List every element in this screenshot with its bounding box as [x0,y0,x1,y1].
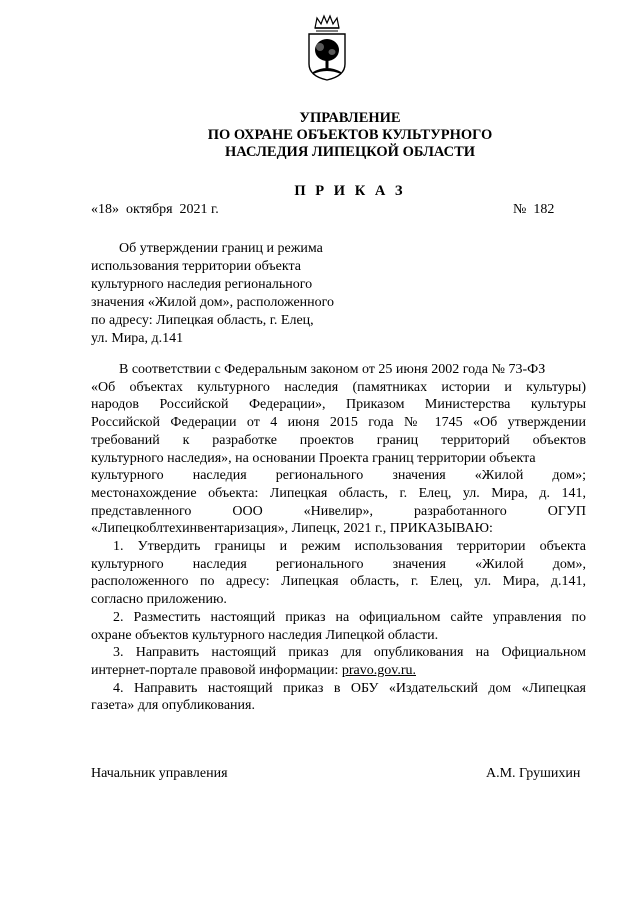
item-2-line: охране объектов культурного наследия Липецкой области. [91,627,439,643]
order-date: «18» октября 2021 г. [91,202,219,217]
preamble-line: требований к разработке проектов границ территорий объектов [91,432,586,448]
subject-line: использования территории объекта [91,259,301,274]
item-3-line: 3. Направить настоящий приказ для опубликования на Официальном [113,645,586,661]
preamble-line: «Об объектах культурного наследия (памятниках истории и культуры) [91,379,586,395]
item-1-line: согласно приложению. [91,592,227,608]
subject-line: значения «Жилой дом», расположенного [91,295,335,310]
preamble-line: В соответствии с Федеральным законом от 25 июня 2002 года № 73-ФЗ [119,362,546,377]
subject-line: культурного наследия регионального [91,277,313,292]
item-1-line: 1. Утвердить границы и режим использования территории объекта [113,539,586,555]
preamble-line: Российской Федерации от 4 июня 2015 года № 1745 «Об утверждении [91,415,586,431]
item-1-line: культурного наследия регионального значения «Жилой дом», [91,556,586,572]
order-number: № 182 [513,202,555,217]
item-2-line: 2. Разместить настоящий приказ на официальном сайте управления по [113,609,586,625]
item-3-line [91,662,586,680]
subject-line: по адресу: Липецкая область, г. Елец, [91,313,314,328]
preamble-line: народов Российской Федерации», Приказом Министерства культуры [91,397,586,413]
order-title: П Р И К А З [294,183,406,199]
preamble-line: культурного наследия регионального значения «Жилой дом»; [91,468,586,484]
item-4-line: газета» для опубликования. [91,698,255,714]
preamble-line: «Липецкоблтехинвентаризация», Липецк, 2021 г., ПРИКАЗЫВАЮ: [91,521,493,537]
item-3-prefix: интернет-портале правовой информации: [91,662,342,678]
preamble-line: культурного наследия», на основании Проекта границ территории объекта [91,450,536,466]
org-name-line-1: УПРАВЛЕНИЕ [299,110,401,126]
signatory-name: А.М. Грушихин [486,766,581,781]
signatory-position: Начальник управления [91,766,228,781]
pravo-gov-link[interactable]: pravo.gov.ru. [341,662,416,678]
org-name-line-2: ПО ОХРАНЕ ОБЪЕКТОВ КУЛЬТУРНОГО [207,127,493,143]
order-subject [91,240,371,348]
order-body [91,361,586,715]
item-1-line: расположенного по адресу: Липецкая область, г. Елец, ул. Мира, д.141, [91,574,586,590]
org-name-line-3: НАСЛЕДИЯ ЛИПЕЦКОЙ ОБЛАСТИ [224,144,476,160]
preamble-line: представленного ООО «Нивелир», разработанного ОГУП [91,503,586,519]
item-4-line: 4. Направить настоящий приказ в ОБУ «Издательский дом «Липецкая [113,680,586,696]
subject-line: ул. Мира, д.141 [91,331,184,346]
lipetsk-coat-of-arms-icon [303,14,351,82]
preamble-line: местонахождение объекта: Липецкая область, г. Елец, ул. Мира, д. 141, [91,485,586,501]
subject-line: Об утверждении границ и режима [119,241,323,256]
